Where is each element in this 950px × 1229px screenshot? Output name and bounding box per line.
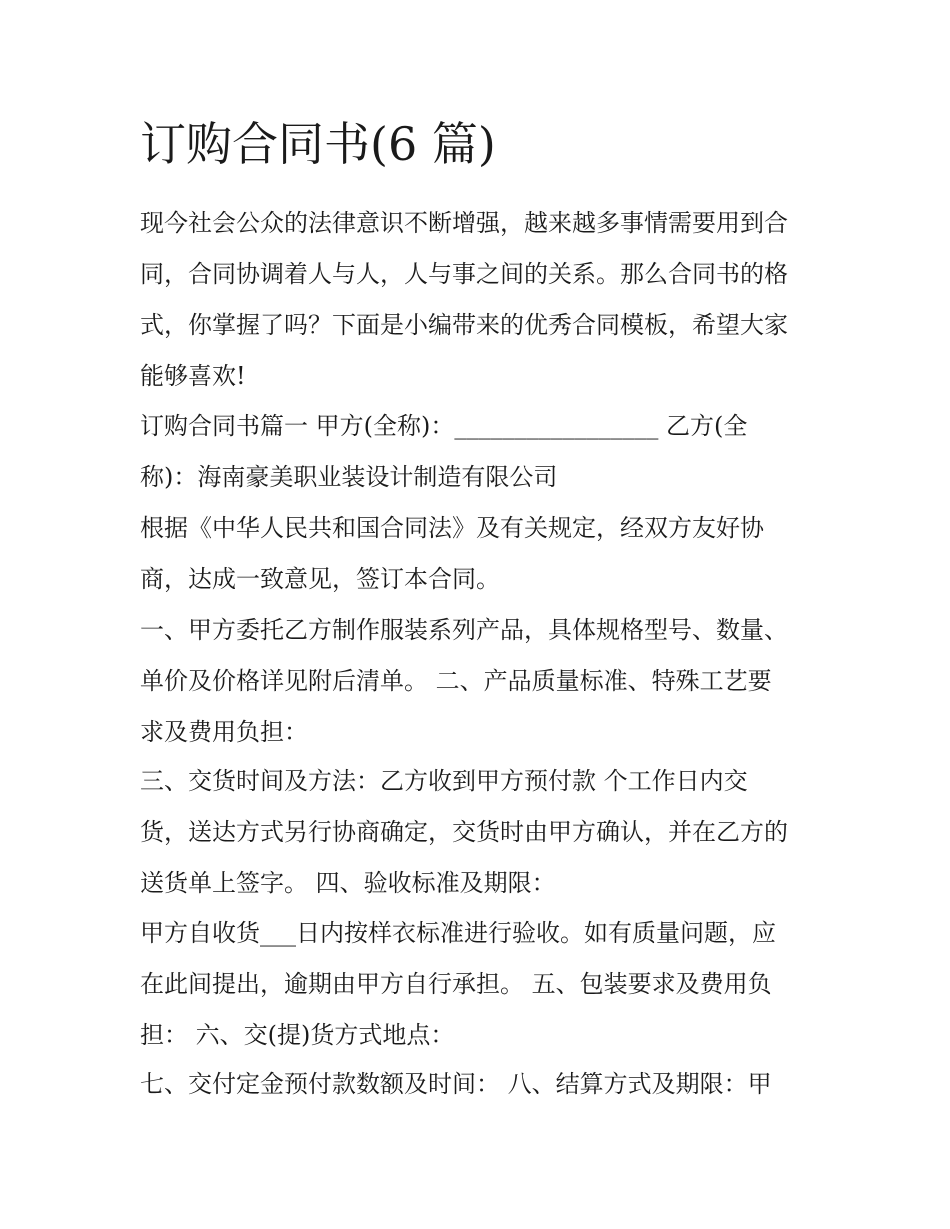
text-line: 担： 六、交(提)货方式地点： bbox=[140, 1021, 455, 1049]
text-line: 现今社会公众的法律意识不断增强，越来越多事情需要用到合 bbox=[140, 209, 788, 237]
text-line: 商，达成一致意见，签订本合同。 bbox=[140, 565, 500, 593]
text-line: 订购合同书篇一 甲方(全称)：_________________ 乙方(全 bbox=[140, 412, 748, 440]
text-line: 甲方自收货___日内按样衣标准进行验收。如有质量问题，应 bbox=[140, 919, 776, 947]
basis-paragraph bbox=[140, 503, 764, 605]
text-line: 式，你掌握了吗？下面是小编带来的优秀合同模板，希望大家 bbox=[140, 311, 788, 339]
text-line: 一、甲方委托乙方制作服装系列产品，具体规格型号、数量、 bbox=[140, 616, 788, 644]
clause-3-4-paragraph bbox=[140, 756, 788, 909]
text-line: 三、交货时间及方法：乙方收到甲方预付款 个工作日内交 bbox=[140, 767, 748, 795]
text-line: 在此间提出，逾期由甲方自行承担。 五、包装要求及费用负 bbox=[140, 970, 772, 998]
document-title: 订购合同书(6 篇) bbox=[140, 117, 496, 171]
text-line: 称)：海南豪美职业装设计制造有限公司 bbox=[140, 463, 558, 491]
text-line: 货，送达方式另行协商确定，交货时由甲方确认，并在乙方的 bbox=[140, 818, 788, 846]
text-line: 送货单上签字。 四、验收标准及期限： bbox=[140, 869, 556, 897]
text-line: 求及费用负担： bbox=[140, 718, 308, 746]
intro-paragraph bbox=[140, 198, 788, 402]
parties-paragraph bbox=[140, 401, 747, 503]
clause-1-2-paragraph bbox=[140, 605, 788, 758]
clause-7-8-paragraph bbox=[140, 1059, 772, 1110]
text-line: 同，合同协调着人与人，人与事之间的关系。那么合同书的格 bbox=[140, 260, 788, 288]
text-line: 单价及价格详见附后清单。 二、产品质量标准、特殊工艺要 bbox=[140, 667, 772, 695]
text-line: 七、交付定金预付款数额及时间： 八、结算方式及期限：甲 bbox=[140, 1070, 772, 1098]
inspection-paragraph bbox=[140, 908, 776, 1061]
text-line: 能够喜欢! bbox=[140, 362, 246, 390]
text-line: 根据《中华人民共和国合同法》及有关规定，经双方友好协 bbox=[140, 514, 764, 542]
